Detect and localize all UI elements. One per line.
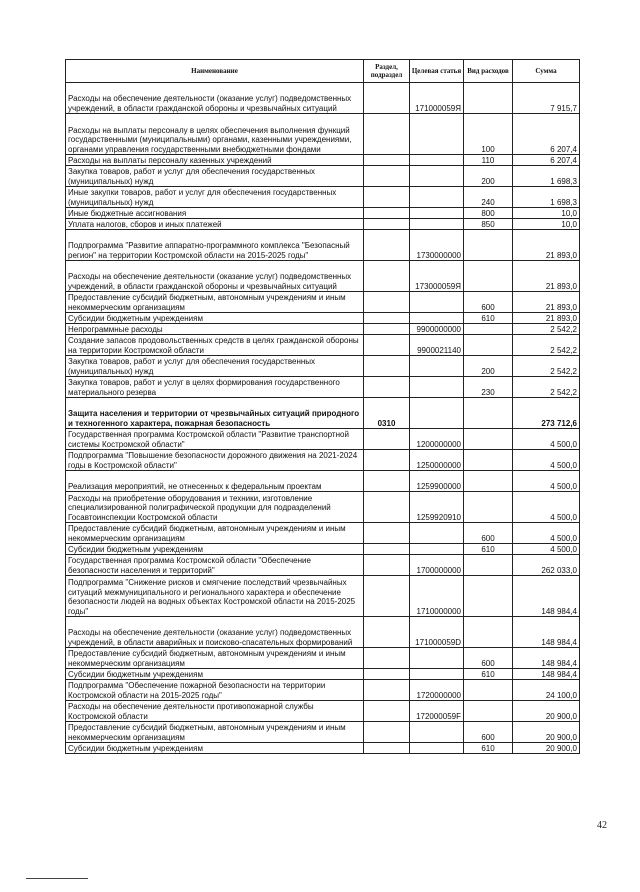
page-number: 42 [597, 820, 607, 831]
cell-section [364, 429, 410, 450]
cell-article: 173000059Я [410, 261, 464, 292]
cell-type: 200 [464, 166, 513, 187]
cell-sum: 4 500,0 [513, 471, 580, 492]
header-type: Вид расходов [464, 60, 513, 83]
cell-name: Государственная программа Костромской области "Обеспечение безопасности населения и территорий" [66, 555, 364, 576]
cell-name: Иные закупки товаров, работ и услуг для обеспечения государственных (муниципальных) нужд [66, 187, 364, 208]
cell-type [464, 701, 513, 722]
cell-section [364, 648, 410, 669]
cell-type [464, 471, 513, 492]
cell-section [364, 114, 410, 155]
table-row [66, 680, 580, 701]
cell-name: Расходы на обеспечение деятельности (оказание услуг) подведомственных учреждений, в области аварийных и поисково-спасательных формирований [66, 617, 364, 648]
cell-section [364, 292, 410, 313]
cell-sum: 21 893,0 [513, 292, 580, 313]
cell-sum: 20 900,0 [513, 743, 580, 754]
cell-article: 1710000000 [410, 576, 464, 617]
table-row [66, 701, 580, 722]
table-row [66, 429, 580, 450]
table-row [66, 230, 580, 261]
cell-name: Расходы на выплаты персоналу казенных учреждений [66, 155, 364, 166]
cell-section [364, 356, 410, 377]
cell-section [364, 555, 410, 576]
cell-type [464, 492, 513, 523]
table-row [66, 544, 580, 555]
cell-article [410, 356, 464, 377]
table-row [66, 617, 580, 648]
cell-type [464, 680, 513, 701]
cell-type: 800 [464, 208, 513, 219]
cell-sum: 10,0 [513, 219, 580, 230]
cell-name: Субсидии бюджетным учреждениям [66, 669, 364, 680]
cell-article [410, 155, 464, 166]
cell-article: 1700000000 [410, 555, 464, 576]
cell-section [364, 617, 410, 648]
table-row [66, 576, 580, 617]
cell-type: 100 [464, 114, 513, 155]
cell-sum: 21 893,0 [513, 230, 580, 261]
cell-sum: 4 500,0 [513, 492, 580, 523]
cell-name: Расходы на обеспечение деятельности противопожарной службы Костромской области [66, 701, 364, 722]
cell-type: 240 [464, 187, 513, 208]
table-row [66, 114, 580, 155]
cell-sum: 1 698,3 [513, 187, 580, 208]
cell-sum: 20 900,0 [513, 701, 580, 722]
cell-name: Непрограммные расходы [66, 324, 364, 335]
cell-type: 600 [464, 292, 513, 313]
table-row [66, 208, 580, 219]
table-row [66, 166, 580, 187]
cell-sum: 21 893,0 [513, 313, 580, 324]
cell-section [364, 166, 410, 187]
cell-section [364, 576, 410, 617]
cell-name: Расходы на обеспечение деятельности (оказание услуг) подведомственных учреждений, в области гражданской обороны и чрезвычайных ситуаций [66, 261, 364, 292]
cell-type: 110 [464, 155, 513, 166]
cell-article: 9900021140 [410, 335, 464, 356]
cell-name: Уплата налогов, сборов и иных платежей [66, 219, 364, 230]
cell-name: Предоставление субсидий бюджетным, автономным учреждениям и иным некоммерческим организациям [66, 292, 364, 313]
cell-name: Расходы на приобретение оборудования и техники, изготовление специализированной полиграфической продукции для подразделений Госавтоинспекции Костромской области [66, 492, 364, 523]
cell-article [410, 208, 464, 219]
cell-name: Расходы на обеспечение деятельности (оказание услуг) подведомственных учреждений, в области гражданской обороны и чрезвычайных ситуаций [66, 83, 364, 114]
cell-sum: 10,0 [513, 208, 580, 219]
cell-section [364, 219, 410, 230]
header-name: Наименование [66, 60, 364, 83]
cell-article: 1720000000 [410, 680, 464, 701]
cell-name: Реализация мероприятий, не отнесенных к федеральным проектам [66, 471, 364, 492]
cell-sum: 6 207,4 [513, 155, 580, 166]
cell-section [364, 187, 410, 208]
table-row [66, 83, 580, 114]
cell-name: Закупка товаров, работ и услуг для обеспечения государственных (муниципальных) нужд [66, 356, 364, 377]
cell-section [364, 544, 410, 555]
cell-article [410, 377, 464, 398]
table-row [66, 377, 580, 398]
cell-article: 1730000000 [410, 230, 464, 261]
cell-article [410, 292, 464, 313]
cell-sum: 7 915,7 [513, 83, 580, 114]
cell-article [410, 398, 464, 429]
cell-article [410, 166, 464, 187]
cell-section [364, 523, 410, 544]
cell-name: Предоставление субсидий бюджетным, автономным учреждениям и иным некоммерческим организациям [66, 648, 364, 669]
cell-sum: 1 698,3 [513, 166, 580, 187]
header-sum: Сумма [513, 60, 580, 83]
cell-type [464, 617, 513, 648]
cell-type [464, 429, 513, 450]
cell-section [364, 230, 410, 261]
table-row [66, 313, 580, 324]
cell-article: 1200000000 [410, 429, 464, 450]
cell-name: Субсидии бюджетным учреждениям [66, 313, 364, 324]
cell-type: 200 [464, 356, 513, 377]
cell-section [364, 155, 410, 166]
cell-sum: 2 542,2 [513, 324, 580, 335]
cell-type [464, 324, 513, 335]
cell-article [410, 523, 464, 544]
cell-sum: 4 500,0 [513, 544, 580, 555]
cell-section [364, 208, 410, 219]
cell-section [364, 701, 410, 722]
cell-name: Предоставление субсидий бюджетным, автономным учреждениям и иным некоммерческим организациям [66, 523, 364, 544]
cell-article [410, 114, 464, 155]
cell-article: 1250000000 [410, 450, 464, 471]
cell-article [410, 743, 464, 754]
cell-type [464, 230, 513, 261]
table-body [66, 83, 580, 754]
cell-section [364, 335, 410, 356]
cell-type: 610 [464, 743, 513, 754]
cell-name: Подпрограмма "Развитие аппаратно-программного комплекса "Безопасный регион" на территории Костромской области на 2015-2025 годы" [66, 230, 364, 261]
cell-article: 172000059F [410, 701, 464, 722]
table-row [66, 155, 580, 166]
cell-name: Создание запасов продовольственных средств в целях гражданской обороны на территории Костромской области [66, 335, 364, 356]
cell-section [364, 492, 410, 523]
cell-article [410, 313, 464, 324]
table-row [66, 555, 580, 576]
cell-name: Иные бюджетные ассигнования [66, 208, 364, 219]
cell-article [410, 648, 464, 669]
table-row [66, 523, 580, 544]
cell-section [364, 261, 410, 292]
cell-section [364, 324, 410, 335]
cell-sum: 24 100,0 [513, 680, 580, 701]
cell-name: Закупка товаров, работ и услуг в целях формирования государственного материального резерва [66, 377, 364, 398]
table-row [66, 450, 580, 471]
cell-name: Подпрограмма "Снижение рисков и смягчение последствий чрезвычайных ситуаций межмуниципального и регионального характера и обеспечение безопасности людей на водных объектах Костромской области на 2015-2025 годы" [66, 576, 364, 617]
table-row [66, 743, 580, 754]
cell-section [364, 313, 410, 324]
cell-name: Защита населения и территории от чрезвычайных ситуаций природного и техногенного характера, пожарная безопасность [66, 398, 364, 429]
cell-type: 850 [464, 219, 513, 230]
cell-name: Подпрограмма "Повышение безопасности дорожного движения на 2021-2024 годы в Костромской области" [66, 450, 364, 471]
cell-article [410, 544, 464, 555]
cell-section [364, 450, 410, 471]
cell-sum: 262 033,0 [513, 555, 580, 576]
cell-article [410, 187, 464, 208]
cell-type: 600 [464, 523, 513, 544]
table-row [66, 648, 580, 669]
cell-section: 0310 [364, 398, 410, 429]
cell-type: 230 [464, 377, 513, 398]
cell-article: 1259900000 [410, 471, 464, 492]
cell-name: Закупка товаров, работ и услуг для обеспечения государственных (муниципальных) нужд [66, 166, 364, 187]
cell-sum: 6 207,4 [513, 114, 580, 155]
cell-sum: 148 984,4 [513, 669, 580, 680]
cell-article: 171000059D [410, 617, 464, 648]
cell-section [364, 680, 410, 701]
cell-type [464, 83, 513, 114]
cell-name: Государственная программа Костромской области "Развитие транспортной системы Костромской области" [66, 429, 364, 450]
table-row [66, 669, 580, 680]
cell-article [410, 219, 464, 230]
table-row [66, 324, 580, 335]
cell-name: Субсидии бюджетным учреждениям [66, 743, 364, 754]
budget-table [65, 59, 580, 754]
table-row [66, 722, 580, 743]
cell-sum: 273 712,6 [513, 398, 580, 429]
cell-type [464, 261, 513, 292]
cell-sum: 148 984,4 [513, 576, 580, 617]
cell-sum: 2 542,2 [513, 377, 580, 398]
cell-type: 600 [464, 648, 513, 669]
cell-name: Субсидии бюджетным учреждениям [66, 544, 364, 555]
cell-article: 171000059Я [410, 83, 464, 114]
cell-name: Подпрограмма "Обеспечение пожарной безопасности на территории Костромской области на 2015-2025 годы" [66, 680, 364, 701]
header-article: Целевая статья [410, 60, 464, 83]
cell-sum: 21 893,0 [513, 261, 580, 292]
cell-article: 1259920910 [410, 492, 464, 523]
cell-article [410, 669, 464, 680]
cell-section [364, 669, 410, 680]
cell-type: 610 [464, 313, 513, 324]
cell-type [464, 335, 513, 356]
table-row [66, 261, 580, 292]
table-row [66, 492, 580, 523]
cell-type: 600 [464, 722, 513, 743]
cell-name: Расходы на выплаты персоналу в целях обеспечения выполнения функций государственными (муниципальными) органами, казенными учреждениями, органами управления государственными внебюджетными фондами [66, 114, 364, 155]
cell-sum: 2 542,2 [513, 335, 580, 356]
table-row [66, 356, 580, 377]
header-section: Раздел, подраздел [364, 60, 410, 83]
cell-sum: 20 900,0 [513, 722, 580, 743]
cell-type [464, 555, 513, 576]
cell-type [464, 398, 513, 429]
table-row [66, 292, 580, 313]
cell-article [410, 722, 464, 743]
table-row [66, 398, 580, 429]
cell-sum: 148 984,4 [513, 617, 580, 648]
cell-section [364, 471, 410, 492]
cell-type [464, 576, 513, 617]
cell-sum: 2 542,2 [513, 356, 580, 377]
cell-type: 610 [464, 544, 513, 555]
table-header-row [66, 60, 580, 83]
cell-section [364, 743, 410, 754]
table-row [66, 219, 580, 230]
cell-article: 9900000000 [410, 324, 464, 335]
table-row [66, 187, 580, 208]
cell-name: Предоставление субсидий бюджетным, автономным учреждениям и иным некоммерческим организациям [66, 722, 364, 743]
footer-divider [26, 878, 88, 879]
cell-sum: 148 984,4 [513, 648, 580, 669]
cell-sum: 4 500,0 [513, 523, 580, 544]
cell-type: 610 [464, 669, 513, 680]
cell-section [364, 722, 410, 743]
cell-section [364, 83, 410, 114]
cell-section [364, 377, 410, 398]
cell-sum: 4 500,0 [513, 429, 580, 450]
table-row [66, 335, 580, 356]
cell-type [464, 450, 513, 471]
table-row [66, 471, 580, 492]
cell-sum: 4 500,0 [513, 450, 580, 471]
